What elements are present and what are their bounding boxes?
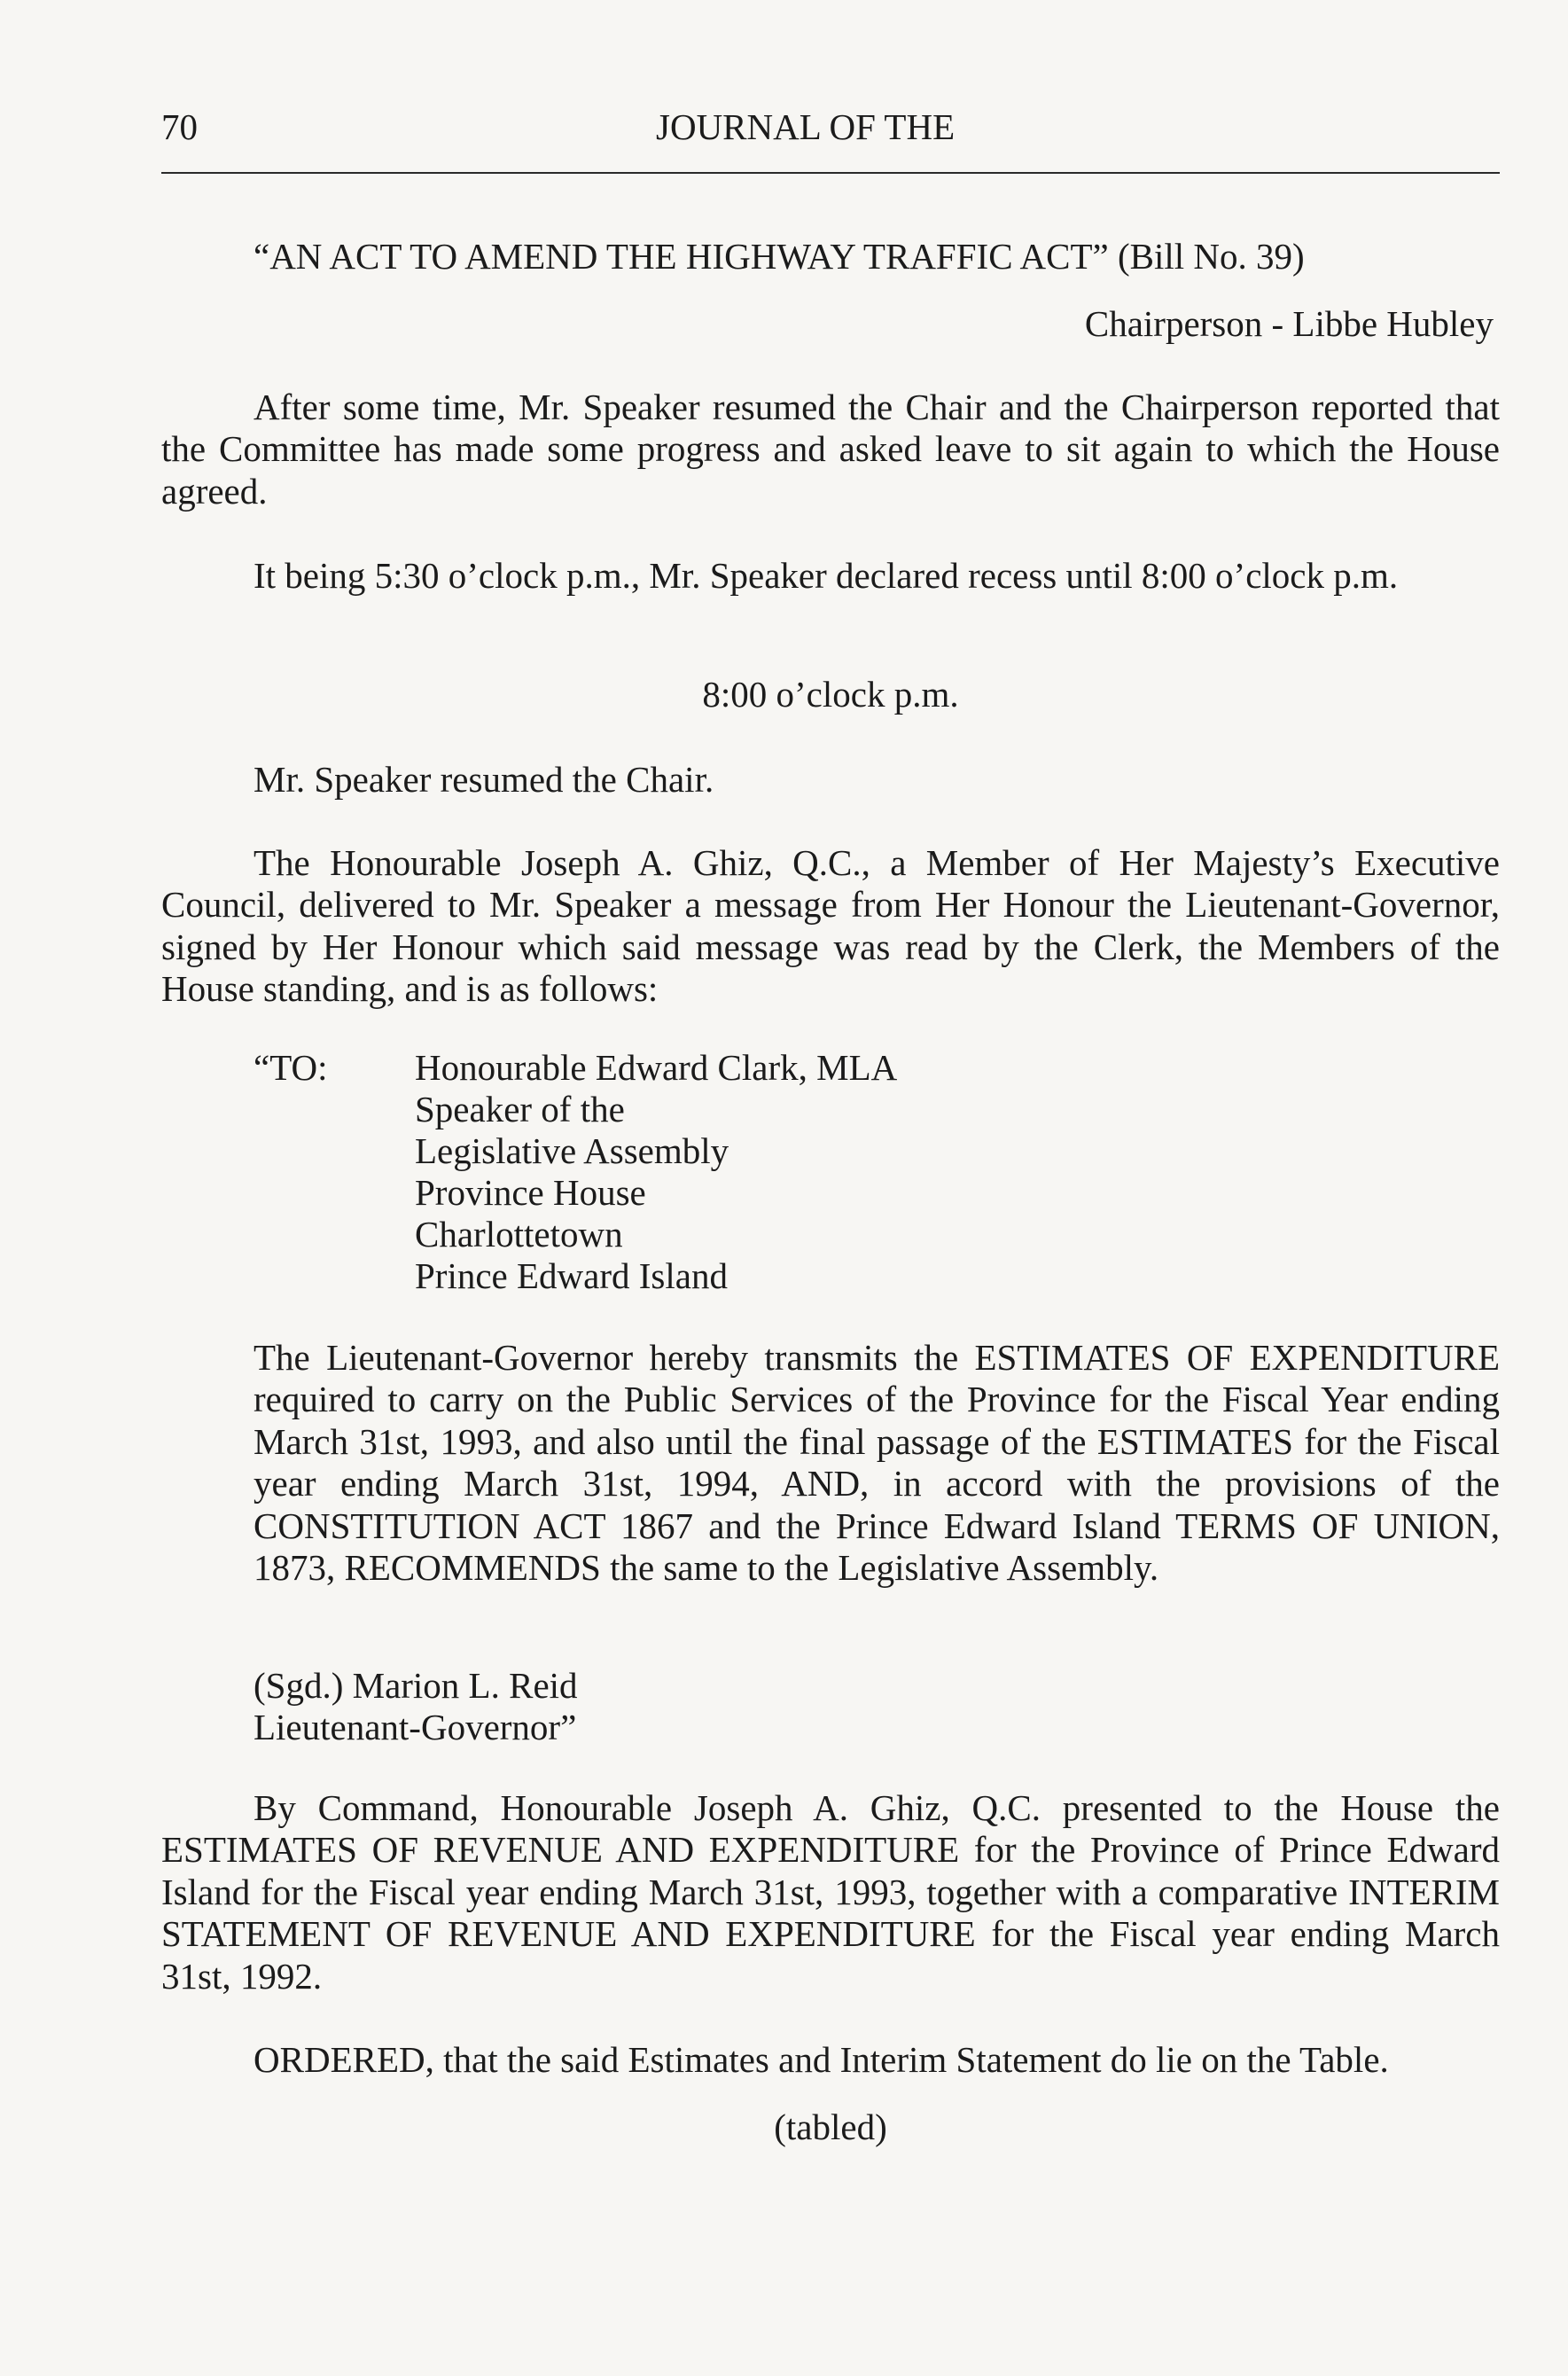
signature-line: (Sgd.) Marion L. Reid bbox=[254, 1665, 578, 1706]
by-command-paragraph: By Command, Honourable Joseph A. Ghiz, Q.C. presented to the House the ESTIMATES OF REVENUE AND EXPENDITURE for the Province of Prince Edward Island for the Fiscal year ending March 31st, 1993, together with a comparative INTERIM STATEMENT OF REVENUE AND EXPENDITURE for the Fiscal year ending March 31st, 1992. bbox=[161, 1787, 1500, 1997]
signature-title: Lieutenant-Governor” bbox=[254, 1707, 577, 1747]
address-line: Prince Edward Island bbox=[415, 1255, 728, 1296]
message-body: The Lieutenant-Governor hereby transmits the ESTIMATES OF EXPENDITURE required to carry on the Public Services of the Province for the Fiscal Year ending March 31st, 1993, and also until the final passage of the ESTIMATES for the Fiscal year ending March 31st, 1994, AND, in accord with the provisions of the CONSTITUTION ACT 1867 and the Prince Edward Island TERMS OF UNION, 1873, RECOMMENDS the same to the Legislative Assembly. bbox=[254, 1337, 1500, 1589]
time-heading: 8:00 o’clock p.m. bbox=[702, 674, 959, 715]
address-line: Province House bbox=[415, 1172, 646, 1213]
address-block bbox=[415, 1047, 897, 1297]
chairperson-line: Chairperson - Libbe Hubley bbox=[1084, 303, 1494, 344]
resumed-line: Mr. Speaker resumed the Chair. bbox=[254, 759, 714, 800]
address-line: Charlottetown bbox=[415, 1214, 623, 1254]
address-line: Speaker of the bbox=[415, 1089, 625, 1129]
address-line: Legislative Assembly bbox=[415, 1130, 729, 1171]
tabled-note: (tabled) bbox=[774, 2106, 887, 2147]
message-intro-paragraph: The Honourable Joseph A. Ghiz, Q.C., a Member of Her Majesty’s Executive Council, delivered to Mr. Speaker a message from Her Honour the Lieutenant-Governor, signed by Her Honour which said message was read by the Clerk, the Members of the House standing, and is as follows: bbox=[161, 842, 1500, 1010]
committee-report-paragraph: After some time, Mr. Speaker resumed the Chair and the Chairperson reported that the Committee has made some progress and asked leave to sit again to which the House agreed. bbox=[161, 387, 1500, 512]
ordered-line: ORDERED, that the said Estimates and Interim Statement do lie on the Table. bbox=[254, 2039, 1389, 2080]
running-title: JOURNAL OF THE bbox=[656, 106, 956, 147]
address-line: Honourable Edward Clark, MLA bbox=[415, 1047, 898, 1088]
header-rule bbox=[161, 172, 1500, 174]
to-label: “TO: bbox=[254, 1047, 328, 1088]
bill-title: “AN ACT TO AMEND THE HIGHWAY TRAFFIC ACT” (Bill No. 39) bbox=[254, 236, 1305, 277]
recess-line: It being 5:30 o’clock p.m., Mr. Speaker declared recess until 8:00 o’clock p.m. bbox=[254, 555, 1399, 596]
page-number: 70 bbox=[161, 106, 198, 147]
